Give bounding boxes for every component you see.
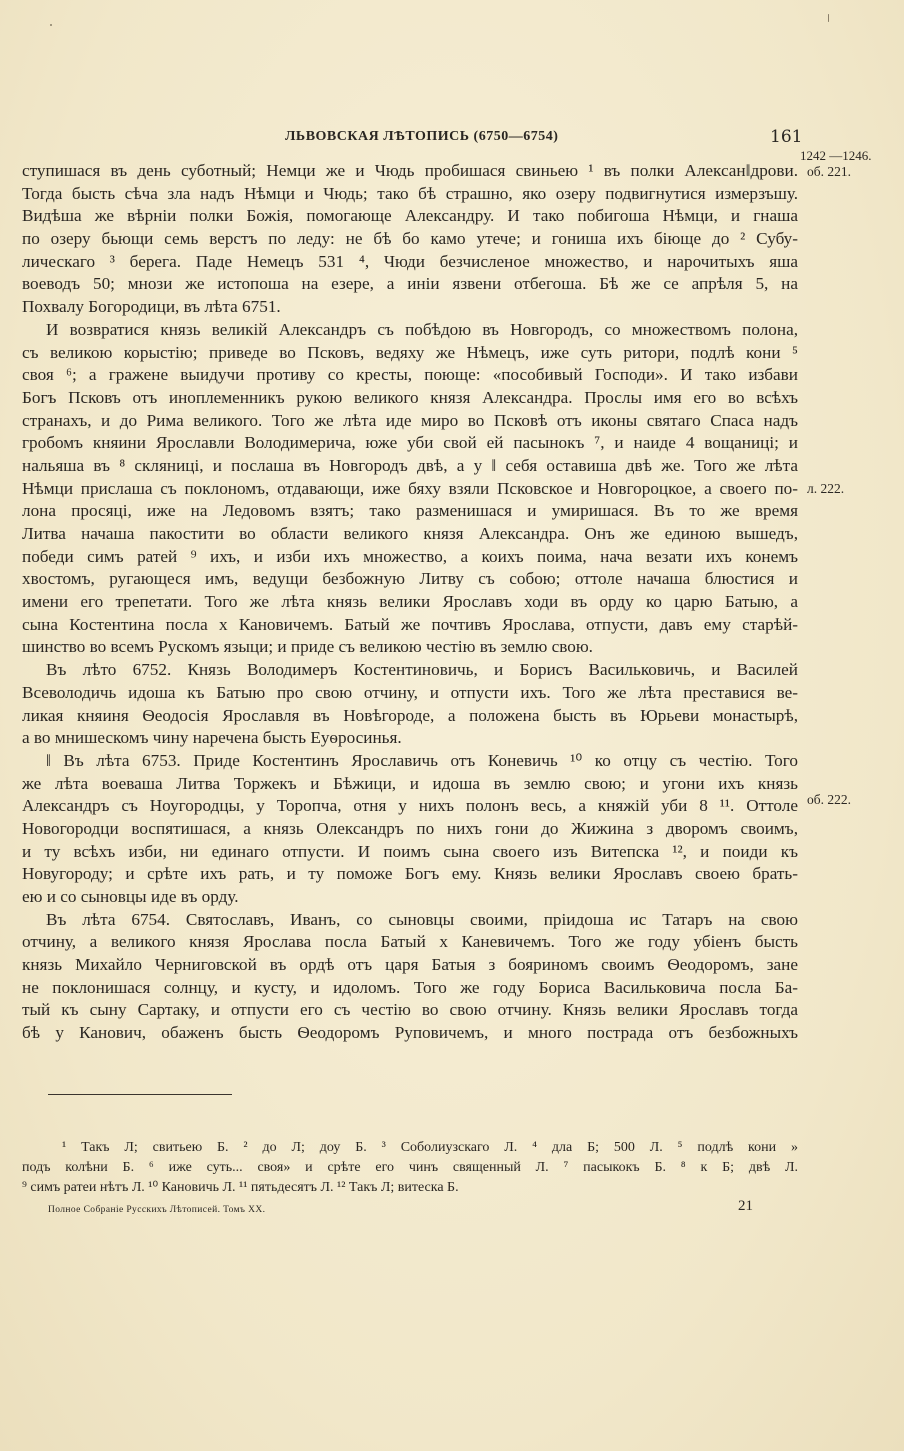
text-line: странахъ, и до Рима великого. Того же лѣта иде миро во Псковѣ отъ иконы святаго Спаса надъ — [22, 410, 798, 430]
text-line: ликая княиня Ѳеодосiя Ярославля въ Новѣгороде, а положена бысть въ Юрьеви монастырѣ, — [22, 705, 798, 725]
text-line: бѣ у Канович, обаженъ бысть Ѳеодоромъ Руповичемъ, и много пострада отъ безбожныхъ — [22, 1023, 798, 1043]
footnote-line: ¹ Такъ Л; свитьею Б. ² до Л; доу Б. ³ Соболиузскаго Л. ⁴ дла Б; 500 Л. ⁵ подлѣ кони » — [62, 1140, 798, 1155]
text-line: Литва начаша пакостити во области великого князя Александра. Онъ же единою вышедъ, — [22, 524, 798, 543]
text-line: съ великою корыстiю; приведе во Псковъ, ведяху же Нѣмецъ, иже суть ритори, подлѣ кони ⁵ — [22, 342, 798, 362]
text-line: имени его трепетати. Того же лѣта князь велики Ярославъ ходи въ орду ко царю Батыю, а — [22, 592, 798, 612]
margin-note: об. 222. — [807, 792, 851, 807]
text-line: Въ лѣто 6752. Князь Володимеръ Костентиновичь, и Борисъ Васильковичь, и Василей — [46, 660, 798, 680]
footnotes — [22, 1138, 798, 1197]
text-line: отчину, а великого князя Ярослава посла Батый х Каневичемъ. Того же году убiенъ бысть — [22, 932, 798, 952]
text-line: Новогородци воспятишася, а князь Олександръ по нихъ гони до Жижина з дворомъ своимъ, — [22, 818, 798, 838]
text-line: И возвратися князь великiй Александръ съ побѣдою въ Новгородъ, со множествомъ полона, — [46, 319, 798, 339]
text-line: Богъ Псковъ отъ иноплеменникъ рукою великого князя Александра. Прослы имя его во всѣхъ — [22, 387, 798, 407]
footnote-line: подъ колѣни Б. ⁶ иже суть... своя» и срѣте его чинъ священный Л. ⁷ пасыкокъ Б. ⁸ к Б; двѣ Л. — [22, 1159, 798, 1175]
text-line: ‖ Въ лѣта 6753. Приде Костентинъ Ярославичь отъ Коневичь ¹⁰ ко отцу съ честiю. Того — [46, 750, 798, 770]
text-line: Новугороду; и срѣте ихъ рать, и ту поможе Богъ ему. Князь велики Ярославъ своею брать- — [22, 864, 798, 884]
paper-speck — [50, 24, 52, 26]
text-line: же лѣта воеваша Литва Торжекъ и Бѣжици, и идоша въ землю свою; и угони ихъ князь — [22, 773, 798, 793]
text-line: победи симъ ратей ⁹ ихъ, и изби ихъ множество, а коихъ поима, нача везати ихъ конемъ — [22, 546, 798, 566]
text-line: Тогда бысть сѣча зла надъ Нѣмци и Чюдь; тако бѣ страшно, яко озеру подвигнутися измерзъшу. — [22, 183, 798, 203]
body-text — [22, 160, 798, 1045]
text-line: Всеволодичь идоша къ Батыю про свою отчину, и отпусти ихъ. Того же лѣта преставися ве- — [22, 682, 798, 702]
margin-note: об. 221. — [807, 164, 851, 179]
paper-speck — [828, 14, 829, 22]
text-line: хвостомъ, ругающеся имъ, ведущи безбожную Литву съ собою; оттоле начаша блюстися и — [22, 569, 798, 589]
text-line: Похвалу Богородици, въ лѣта 6751. — [22, 297, 281, 317]
text-line: Нѣмци прислаша съ поклономъ, отдавающи, иже бяху взяли Псковское и Новгороцкое, а своего по- — [22, 478, 798, 498]
printer-signature: Полное Собранiе Русскихъ Лѣтописей. Томъ XX. — [48, 1205, 266, 1215]
text-line: воеводъ 50; мнози же истопоша на езере, а инiи язвени отбегоша. Бѣ же се апрѣля 5, на — [22, 274, 798, 294]
text-line: князь Михайло Черниговской въ ордѣ отъ царя Батыя з бояриномъ своимъ Ѳеодоромъ, зане — [22, 955, 798, 975]
margin-note: л. 222. — [807, 481, 845, 496]
text-line: ею и со сыновцы иде въ орду. — [22, 887, 239, 906]
text-line: и ту всѣхъ изби, ни единаго отпусти. И поимъ сына своего изъ Витепска ¹², и поиди къ — [22, 841, 798, 861]
text-line: Александръ съ Ноугородцы, у Торопча, отня у нихъ полонъ весь, а княжiй уби 8 ¹¹. Оттоле — [22, 796, 798, 816]
footnote-divider — [48, 1094, 232, 1095]
year-range: 1242 —1246. — [800, 148, 872, 163]
page-number: 161 — [770, 127, 803, 147]
text-line: лона просяцi, иже на Ледовомъ взятъ; тако разменишася и умиришася. Въ то же время — [22, 501, 798, 521]
header-title: ЛЬВОВСКАЯ ЛѢТОПИСЬ (6750—6754) — [285, 129, 559, 144]
running-header — [0, 127, 904, 151]
text-line: по озеру бьющи семь верстъ по леду: не бѣ бо камо утече; и гониша ихъ бiюще до ² Субу- — [22, 229, 798, 249]
text-line: ступишася въ день суботный; Немци же и Чюдь пробишася свиньею ¹ въ полки Алексан‖дрови. — [22, 161, 798, 180]
text-line: гробомъ княини Ярославли Володимерича, юже уби свой ей пасынокъ ⁷, и наиде 4 вощаницi; и — [22, 433, 798, 453]
text-line: тый къ сыну Сартаку, и отпусти его съ честiю во свою отчину. Князь велики Ярославъ тогда — [22, 1000, 798, 1020]
text-line: не поклонишася солнцу, и кусту, и идоломъ. Того же году Бориса Васильковича посла Ба- — [22, 977, 798, 997]
text-line: своя ⁶; а гражене выидучи противу со кресты, поюще: «пособивый Господи». И тако избави — [22, 365, 798, 385]
text-line: шинство во всемъ Рускомъ языци; и приде съ великою честiю въ землю свою. — [22, 637, 593, 657]
footnote-line: ⁹ симъ ратеи нѣтъ Л. ¹⁰ Кановичь Л. ¹¹ пятьдесятъ Л. ¹² Такъ Л; витеска Б. — [22, 1179, 459, 1195]
text-line: Въ лѣта 6754. Святославъ, Иванъ, со сыновцы своими, прiидоша ис Татаръ на свою — [46, 909, 798, 929]
text-line: а во мнишескомъ чину наречена бысть Еуѳросинья. — [22, 728, 402, 748]
text-line: сына Костентина посла х Кановичемъ. Батый же почтивъ Ярослава, отпусти, давъ ему старѣй- — [22, 614, 798, 634]
sheet-number: 21 — [738, 1198, 753, 1214]
text-line: лическаго ³ берега. Паде Немецъ 531 ⁴, Чюди безчисленое множество, и нарочитыхъ яша — [22, 251, 798, 271]
text-line: нальяша въ ⁸ скляницi, и послаша въ Новгородъ двѣ, а у ‖ себя оставиша двѣ же. Того же лѣта — [22, 455, 798, 475]
text-line: Видѣша же вѣрнiи полки Божiя, помогающе Александру. И тако побигоша Нѣмци, и гнаша — [22, 206, 798, 226]
